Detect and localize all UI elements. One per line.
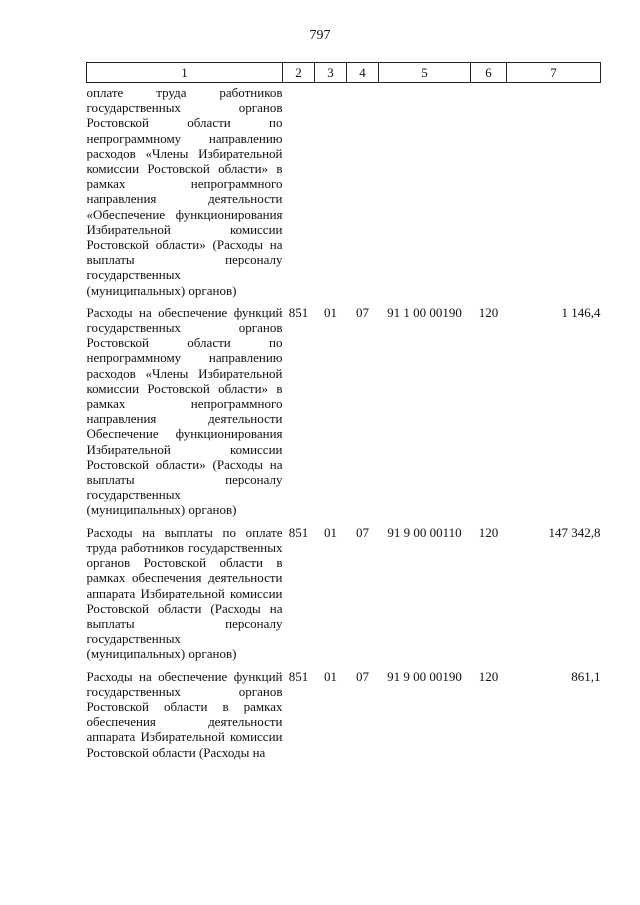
subsection-code: 07	[356, 668, 369, 684]
target-code: 91 1 00 00190	[387, 304, 462, 320]
ministry-code: 851	[288, 304, 309, 320]
row-description: Расходы на обеспечение функций государственных органов Ростовской области в рамках обеспечения деятельности аппарата Избирательной комиссии Ростовской области (Расходы на	[86, 668, 283, 760]
budget-table	[86, 62, 601, 760]
amount: 1 146,4	[561, 304, 601, 320]
row-description: оплате труда работников государственных органов Ростовской области по непрограммному направлению расходов «Члены Избирательной комиссии Ростовской области» в рамках непрограммного направления деятельности «Обеспечение функционирования Избирательной комиссии Ростовской области» (Расходы на выплаты персоналу государственных (муниципальных) органов)	[86, 85, 283, 298]
header-col-1: 1	[87, 63, 283, 83]
row-description: Расходы на выплаты по оплате труда работников государственных органов Ростовской области в рамках обеспечения деятельности аппарата Избирательной комиссии Ростовской области (Расходы на выплаты персоналу государственных (муниципальных) органов)	[86, 524, 283, 662]
header-col-7: 7	[507, 63, 601, 83]
expense-type-code: 120	[478, 304, 499, 320]
expense-type-code: 120	[478, 668, 499, 684]
section-code: 01	[324, 524, 337, 540]
ministry-code: 851	[288, 668, 309, 684]
header-col-2: 2	[283, 63, 315, 83]
section-code: 01	[324, 304, 337, 320]
header-row	[87, 63, 601, 83]
section-code: 01	[324, 668, 337, 684]
header-col-3: 3	[315, 63, 347, 83]
table-row	[87, 669, 601, 760]
table-row	[87, 305, 601, 518]
amount: 147 342,8	[548, 524, 601, 540]
table-row	[87, 525, 601, 662]
header-col-4: 4	[347, 63, 379, 83]
row-description: Расходы на обеспечение функций государственных органов Ростовской области по непрограммному направлению расходов «Члены Избирательной комиссии Ростовской области» в рамках непрограммного направления деятельности Обеспечение функционирования Избирательной комиссии Ростовской области» (Расходы на выплаты персоналу государственных (муниципальных) органов)	[86, 304, 283, 518]
subsection-code: 07	[356, 524, 369, 540]
ministry-code: 851	[288, 524, 309, 540]
expense-type-code: 120	[478, 524, 499, 540]
amount: 861,1	[571, 668, 601, 684]
page-number: 797	[309, 28, 331, 43]
subsection-code: 07	[356, 304, 369, 320]
header-col-6: 6	[471, 63, 507, 83]
target-code: 91 9 00 00190	[387, 668, 462, 684]
table-row-continuation	[87, 83, 601, 298]
target-code: 91 9 00 00110	[387, 524, 462, 540]
header-col-5: 5	[379, 63, 471, 83]
